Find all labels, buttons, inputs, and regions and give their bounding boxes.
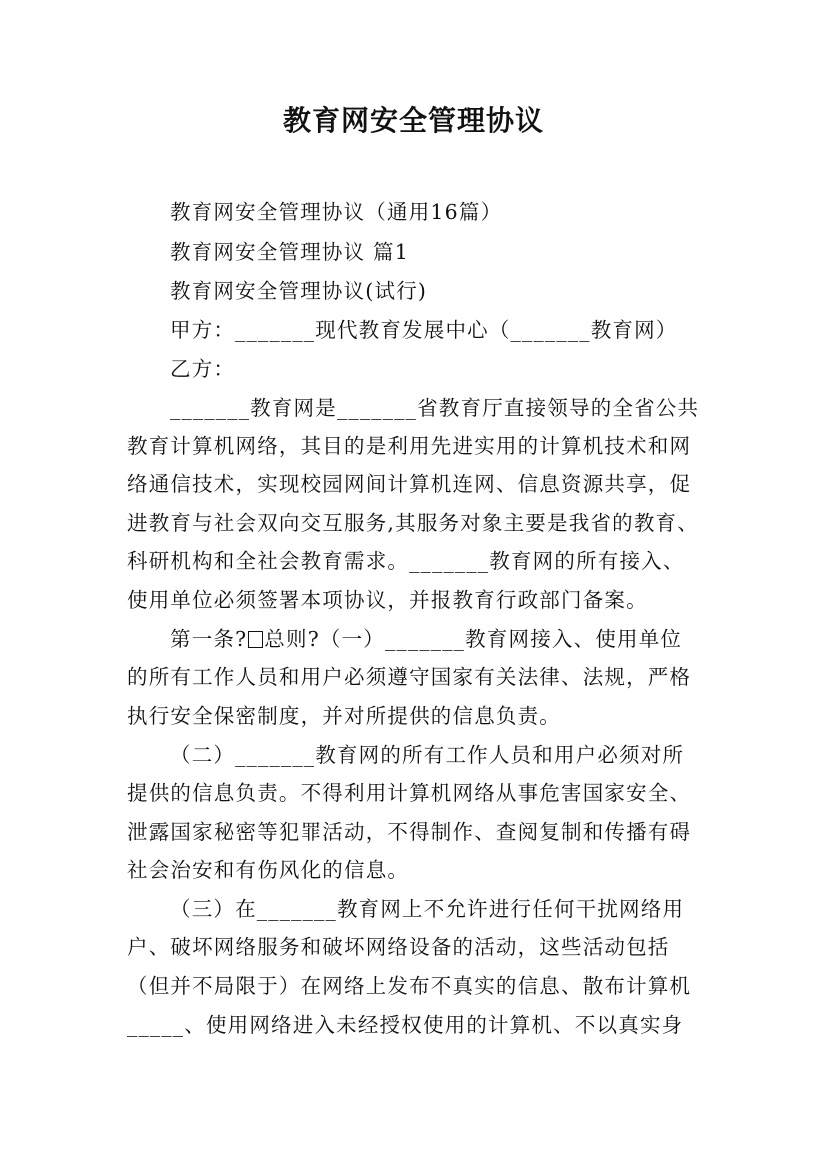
party-a-line: 甲方：_______现代教育发展中心（_______教育网） xyxy=(170,318,678,342)
paragraph-line: _____、使用网络进入未经授权使用的计算机、不以真实身 xyxy=(127,1013,684,1037)
document-title: 教育网安全管理协议 xyxy=(282,104,544,137)
paragraph-line: 进教育与社会双向交互服务,其服务对象主要是我省的教育、 xyxy=(127,511,699,535)
subtitle-line: 教育网安全管理协议（通用16篇） xyxy=(170,200,503,224)
paragraph-line: _______教育网是_______省教育厅直接领导的全省公共 xyxy=(170,396,700,420)
paragraph-line: 社会治安和有伤风化的信息。 xyxy=(127,858,410,882)
section-heading: 教育网安全管理协议 篇1 xyxy=(170,240,409,264)
paragraph-line: 泄露国家秘密等犯罪活动，不得制作、查阅复制和传播有碍 xyxy=(127,820,692,844)
paragraph-line: 的所有工作人员和用户必须遵守国家有关法律、法规，严格 xyxy=(127,665,692,689)
paragraph-line: （三）在_______教育网上不允许进行任何干扰网络用 xyxy=(170,897,685,921)
article-text: 总则?（一）_______教育网接入、使用单位 xyxy=(264,627,683,651)
paragraph-line: 提供的信息负责。不得利用计算机网络从事危害国家安全、 xyxy=(127,781,692,805)
paragraph-line: 执行安全保密制度，并对所提供的信息负责。 xyxy=(127,704,561,728)
paragraph-line: 络通信技术，实现校园网间计算机连网、信息资源共享，促 xyxy=(127,472,692,496)
party-b-line: 乙方： xyxy=(170,357,236,381)
article-one-line xyxy=(170,624,682,654)
checkbox-icon xyxy=(248,631,263,648)
article-label: 第一条? xyxy=(170,627,248,651)
paragraph-line: （但并不局限于）在网络上发布不真实的信息、散布计算机 xyxy=(127,974,692,998)
paragraph-line: 使用单位必须签署本项协议，并报教育行政部门备案。 xyxy=(127,588,648,612)
paragraph-line: 科研机构和全社会教育需求。_______教育网的所有接入、 xyxy=(127,549,685,573)
paragraph-line: （二）_______教育网的所有工作人员和用户必须对所 xyxy=(170,743,685,767)
paragraph-line: 教育计算机网络，其目的是利用先进实用的计算机技术和网 xyxy=(127,434,692,458)
agreement-name: 教育网安全管理协议(试行) xyxy=(170,279,428,303)
paragraph-line: 户、破坏网络服务和破坏网络设备的活动，这些活动包括 xyxy=(127,935,670,959)
